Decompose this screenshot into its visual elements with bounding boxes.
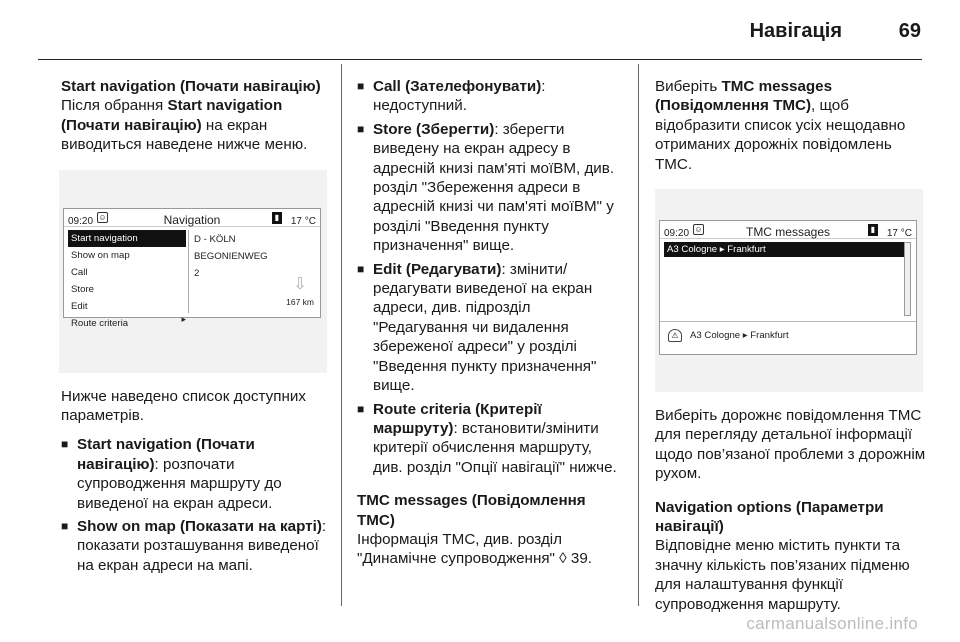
text: : зберегти виведену на екран адресу в адресній книзі пам'яті моїВМ, див. розділ "Збереження адреси в адресній книзі чи пам'яті моїВМ" у розділі "Введення пункту призначення" вище. xyxy=(373,120,615,255)
status-bar xyxy=(64,209,320,227)
list-item xyxy=(61,435,329,513)
screen-title: TMC messages xyxy=(745,225,831,240)
text-bold: Call (Зателефонувати) xyxy=(373,78,542,95)
clock: 09:20 xyxy=(68,215,94,227)
paragraph xyxy=(61,96,329,154)
dest-street: BEGONIENWEG xyxy=(194,250,268,262)
dest-number: 2 xyxy=(194,267,200,279)
menu-item-edit: Edit xyxy=(71,300,88,312)
text-bold: Show on map (Показати на карті) xyxy=(77,518,322,536)
menu-item-show-on-map: Show on map xyxy=(71,249,130,261)
page-title: Навігація xyxy=(749,20,842,42)
menu-item-route-criteria: Route criteria xyxy=(71,317,129,329)
text-bold: Start navigation (Почати навігацію) xyxy=(61,97,283,134)
page-number: 69 xyxy=(898,20,921,42)
screen-title: Navigation xyxy=(163,212,221,227)
text: : розпочати супроводження маршруту до виведеної на екран адреси. xyxy=(77,455,282,512)
column-divider xyxy=(638,64,639,606)
paragraph xyxy=(655,77,927,174)
paragraph: Відповідне меню містить пункти та значну кількість пов’язаних підменю для налаштування функції супроводження маршруту. xyxy=(655,537,910,613)
text-bold: TMC messages (Повідомлення TMC) xyxy=(655,78,833,115)
dest-city: D - KÖLN xyxy=(194,233,236,245)
watermark: carmanualsonline.info xyxy=(746,614,918,633)
menu-item-store: Store xyxy=(71,283,94,295)
text: Інформація TMC, див. розділ "Динамічне супроводження" xyxy=(357,530,563,568)
text-bold: Route criteria (Критерії маршруту) xyxy=(373,400,542,437)
distance-readout xyxy=(286,277,314,312)
text-bold: Start navigation (Почати навігацію) xyxy=(77,436,255,473)
smiley-icon: ☺ xyxy=(98,212,107,222)
smiley-icon: ☺ xyxy=(694,225,703,235)
nav-menu xyxy=(68,230,186,332)
section-heading: Navigation options (Параметри навігації) xyxy=(655,498,884,536)
page-ref: 39. xyxy=(570,550,593,568)
list-item xyxy=(357,260,625,396)
navigation-screen-image xyxy=(59,170,327,373)
traffic-warning-icon: ⚠ xyxy=(668,329,682,342)
column-3 xyxy=(655,77,927,614)
menu-item-call: Call xyxy=(71,266,88,278)
menu-item-start-navigation: Start navigation xyxy=(68,230,186,247)
text: : змінити/ редагувати виведеної на екран адреси, див. підрозділ "Редагування чи видалення збереженої адреси" у розділі "Введення пункту призначення" вище. xyxy=(373,260,597,395)
screen-display xyxy=(63,208,321,329)
clock: 09:20 xyxy=(664,228,690,240)
text: A3 Cologne ▸ Frankfurt xyxy=(690,330,789,342)
text: : показати розташування виведеної на екран адреси на мапі. xyxy=(77,518,327,574)
column-2 xyxy=(357,77,625,569)
chevron-right-icon: ▸ xyxy=(181,314,186,325)
text: Після обрання xyxy=(61,97,168,115)
temperature: 17 °C xyxy=(290,215,316,227)
column-1 xyxy=(61,77,329,575)
screen-divider xyxy=(188,230,189,313)
paragraph: Нижче наведено список доступних параметрів. xyxy=(61,387,306,425)
text: , щоб відобразити список усіх нещодавно отриманих дорожніх повідомлень TMC. xyxy=(655,97,906,173)
screen-divider xyxy=(660,321,916,322)
status-bar xyxy=(660,221,916,239)
paragraph: Виберіть дорожнє повідомлення TMC для перегляду детальної інформації щодо пов’язаної проблеми з дорожнім рухом. xyxy=(655,407,926,483)
list-item xyxy=(357,400,625,478)
temperature: 17 °C xyxy=(886,228,912,240)
section-heading: Start navigation (Почати навігацію) xyxy=(61,78,321,95)
text: Виберіть xyxy=(655,78,722,95)
list-item xyxy=(357,77,625,116)
distance-text: 167 km xyxy=(286,297,314,308)
text-bold: Store (Зберегти) xyxy=(373,120,495,138)
tmc-screen-image xyxy=(655,189,923,392)
phone-icon: ▮ xyxy=(868,224,878,236)
paragraph xyxy=(357,530,625,569)
page-ref-icon: ◊ xyxy=(559,550,571,568)
text: : недоступний. xyxy=(373,78,546,115)
arrow-down-icon: ⇩ xyxy=(293,276,307,294)
section-heading: TMC messages (Повідомлення TMC) xyxy=(357,492,586,529)
text-bold: Edit (Редагувати) xyxy=(373,260,502,278)
list-item xyxy=(357,120,625,256)
screen-display xyxy=(659,220,917,355)
phone-icon: ▮ xyxy=(272,212,282,224)
list-item xyxy=(61,517,329,575)
column-divider xyxy=(341,64,342,606)
text: : встановити/змінити критерії обчислення маршруту, див. розділ "Опції навігації" нижче. xyxy=(373,419,617,476)
header-rule xyxy=(38,59,922,60)
destination-address xyxy=(194,231,268,282)
tmc-message-selected: A3 Cologne ▸ Frankfurt xyxy=(664,242,904,257)
tmc-message-detail xyxy=(668,327,789,345)
scrollbar xyxy=(904,242,911,316)
text: на екран виводиться наведене нижче меню. xyxy=(61,116,308,154)
